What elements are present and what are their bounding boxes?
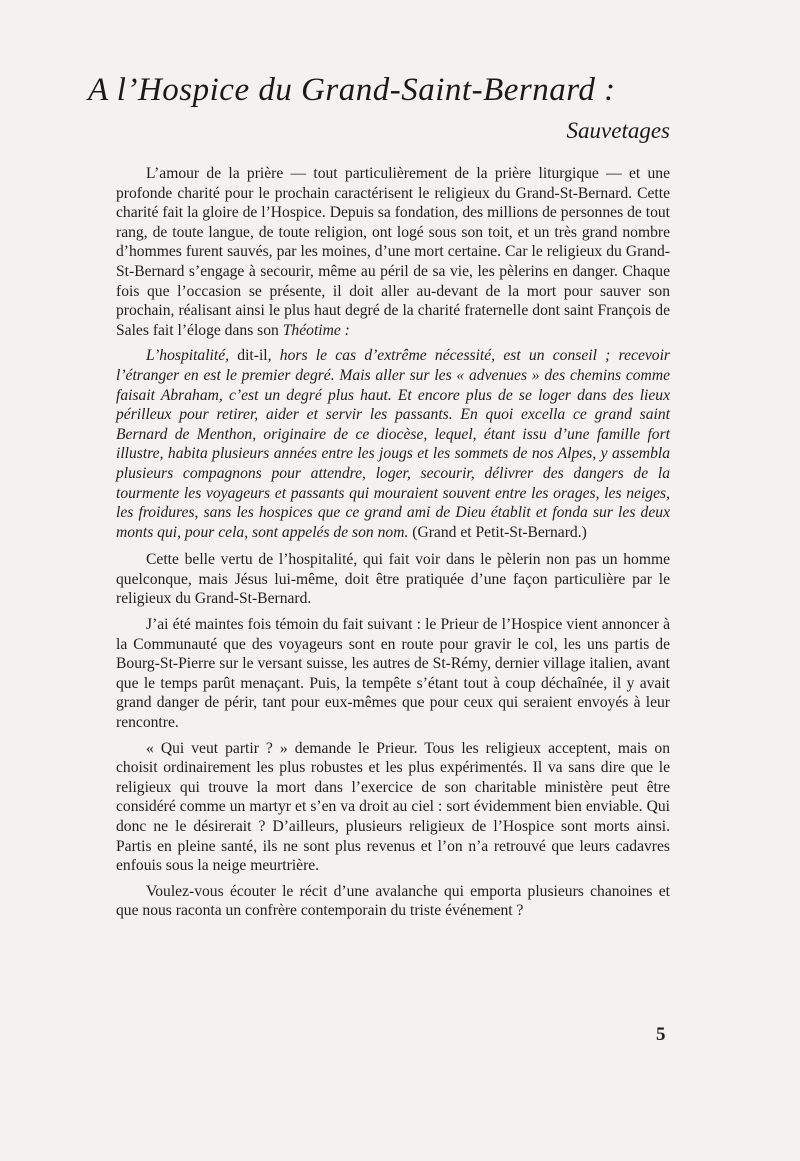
paragraph-3: Cette belle vertu de l’hospitalité, qui fait voir dans le pèlerin non pas un homme quelconque, mais Jésus lui-même, doit être pratiquée d’une façon particulière par le religieux du Grand-St-Bernard. bbox=[116, 551, 670, 608]
page-title: A l’Hospice du Grand-Saint-Bernard : bbox=[88, 72, 616, 108]
quote-text: hors le cas d’extrême nécessité, est un conseil ; recevoir l’étranger en est le premier degré. Mais aller sur les « advenues » des chemins comme faisait Abraham, c’est un degré plus haut. Et encore plus de se loger dans des lieux périlleux pour retirer, aider et servir les passants. En quoi excella ce grand saint Bernard de Menthon, originaire de ce diocèse, lequel, étant issu d’une famille fort illustre, habita plusieurs années entre les jougs et les sommets de nos Alpes, y assembla plusieurs compagnons pour attendre, loger, secourir, délivrer des dangers de la tourmente les voyageurs et passants qui mouraient souvent entre les orages, les neiges, les froidures, sans les hospices que ce grand ami de Dieu établit et fonda sur les deux monts qui, pour cela, sont appelés de son nom. bbox=[116, 347, 671, 541]
quote-paragraph bbox=[116, 346, 670, 542]
article-body bbox=[116, 164, 670, 927]
page-subtitle: Sauvetages bbox=[566, 118, 670, 143]
paragraph-1-text: L’amour de la prière — tout particulièrement de la prière liturgique — et une profonde charité pour le prochain caractérisent le religieux du Grand-St-Bernard. Cette charité fait la gloire de l’Hospice. Depuis sa fondation, des millions de personnes de tout rang, de toute langue, de toute religion, ont logé sous son toit, et un très grand nombre d’hommes furent sauvés, par les moines, d’une mort certaine. Car le religieux du Grand-St-Bernard s’engage à secourir, même au péril de sa vie, les pèlerins en danger. Chaque fois que l’occasion se présente, il doit aller au-devant de la mort pour sauver son prochain, réalisant ainsi le plus haut degré de la charité fraternelle dont saint François de Sales fait l’éloge dans son bbox=[116, 165, 670, 339]
quote-note: (Grand et Petit-St-Bernard.) bbox=[412, 523, 587, 541]
quote-start: L’hospitalité, bbox=[146, 347, 230, 365]
paragraph-4: J’ai été maintes fois témoin du fait suivant : le Prieur de l’Hospice vient annoncer à la Communauté que des voyageurs sont en route pour gravir le col, les uns partis de Bourg-St-Pierre sur le versant suisse, les autres de St-Rémy, dernier village italien, avant que le temps parût menaçant. Puis, la tempête s’étant tout à coup déchaînée, il y avait grand danger de périr, tant pour eux-mêmes que pour ceux qui seraient envoyés à leur rencontre. bbox=[116, 616, 670, 732]
paragraph-1 bbox=[116, 164, 670, 340]
paragraph-6: Voulez-vous écouter le récit d’une avalanche qui emporta plusieurs chanoines et que nous raconta un confrère contemporain du triste événement ? bbox=[116, 882, 670, 920]
page-number: 5 bbox=[656, 1024, 666, 1045]
paragraph-5: « Qui veut partir ? » demande le Prieur. Tous les religieux acceptent, mais on choisit ordinairement les plus robustes et les plus expérimentés. Il va sans dire que le religieux qui trouve la mort dans l’exercice de son charitable ministère peut être considéré comme un martyr et s’en va droit au ciel : sort évidemment bien enviable. Qui donc ne le désirerait ? D’ailleurs, plusieurs religieux de l’Hospice sont morts ainsi. Partis en pleine santé, ils ne sont plus revenus et l’on n’a retrouvé que leurs cadavres enfouis sous la neige meurtrière. bbox=[116, 739, 670, 875]
work-title: Théotime : bbox=[282, 321, 350, 339]
quote-attribution: dit-il, bbox=[237, 347, 272, 365]
